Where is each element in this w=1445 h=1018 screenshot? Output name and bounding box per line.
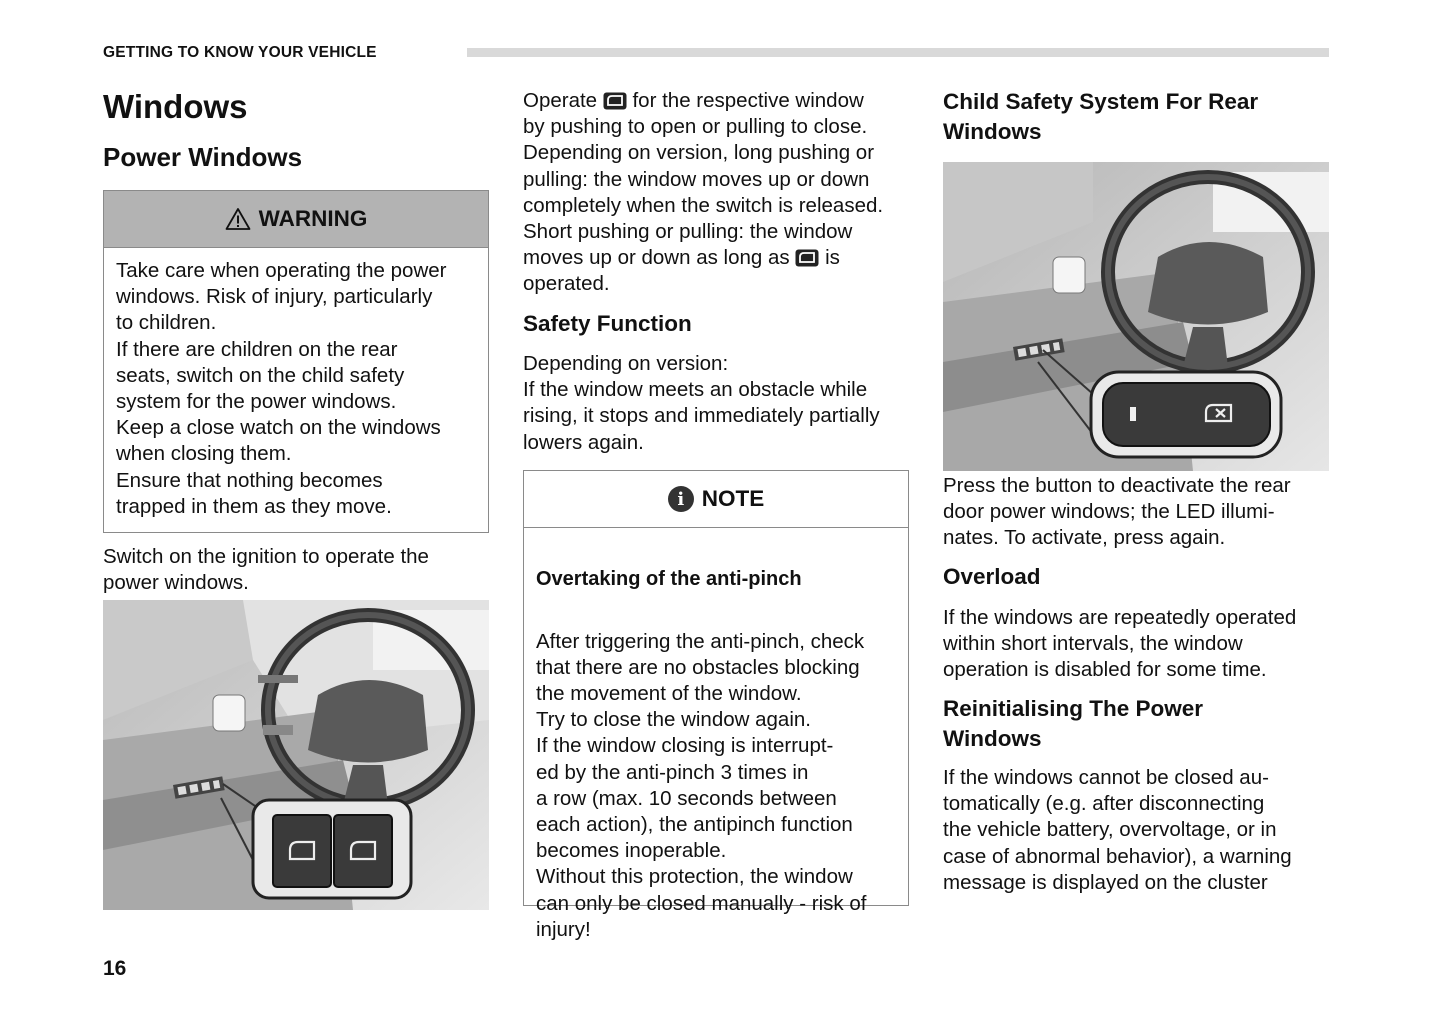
operate-text-c: is operated. [523,246,840,296]
operate-text-b: for the respective window by pushing to open or pulling to close. Depending on version, long pushing or pulling: the window moves up or down completely when the switch is released. Short pushing or pulling: the window moves up or down as long as [523,89,884,270]
reinit-text: If the windows cannot be closed au- tomatically (e.g. after disconnecting the vehicle battery, overvoltage, or in case of abnormal behavior), a warning message is displayed on the cluster [943,766,1292,894]
child-safety-heading: Child Safety System For Rear Windows [943,89,1259,144]
note-title: Overtaking of the anti-pinch [536,568,802,591]
overload-heading: Overload [943,564,1041,589]
note-label: NOTE [701,486,765,511]
window-switch-icon [795,249,819,267]
window-switch-icon [603,92,627,110]
warning-label: WARNING [258,206,368,231]
ignition-text: Switch on the ignition to operate the power windows. [103,545,429,595]
safety-function-text: Depending on version: If the window meets an obstacle while rising, it stops and immediately partially lowers again. [523,352,880,454]
note-box [523,470,909,941]
note-text: After triggering the anti-pinch, check that there are no obstacles blocking the movement of the window. Try to close the window again. If the window closing is interrupt- ed by the anti-pinch 3 times in a row (max. 10 seconds between each action), the antipinch function becomes inoperable. Without this protection, the window can only be closed manually - risk of injury! [536,629,867,941]
info-icon: i [668,486,694,512]
overload-text: If the windows are repeatedly operated within short intervals, the window operation is disabled for some time. [943,606,1297,682]
operate-text-a: Operate [523,89,598,112]
child-lock-icon [1203,401,1235,425]
driver-door-switch-illustration [103,600,489,910]
operate-text [523,88,913,298]
section-header: GETTING TO KNOW YOUR VEHICLE [103,44,377,61]
reinit-heading: Reinitialising The Power Windows [943,696,1204,751]
child-safety-text: Press the button to deactivate the rear door power windows; the LED illumi- nates. To activate, press again. [943,474,1291,550]
section-title-power-windows: Power Windows [103,142,303,172]
warning-box [103,190,489,533]
safety-function-heading: Safety Function [523,311,692,336]
header-rule [467,48,1329,57]
page-title: Windows [103,88,248,125]
note-body [524,528,908,979]
warning-triangle-icon [225,207,251,231]
page-number: 16 [103,957,127,980]
warning-text: Take care when operating the power windows. Risk of injury, particularly to children. If there are children on the rear seats, switch on the child safety system for the power windows. Keep a close watch on the windows when closing them. Ensure that nothing becomes trapped in them as they move. [116,259,447,518]
warning-header [104,191,488,248]
child-safety-illustration [943,162,1329,471]
note-header [524,471,908,528]
